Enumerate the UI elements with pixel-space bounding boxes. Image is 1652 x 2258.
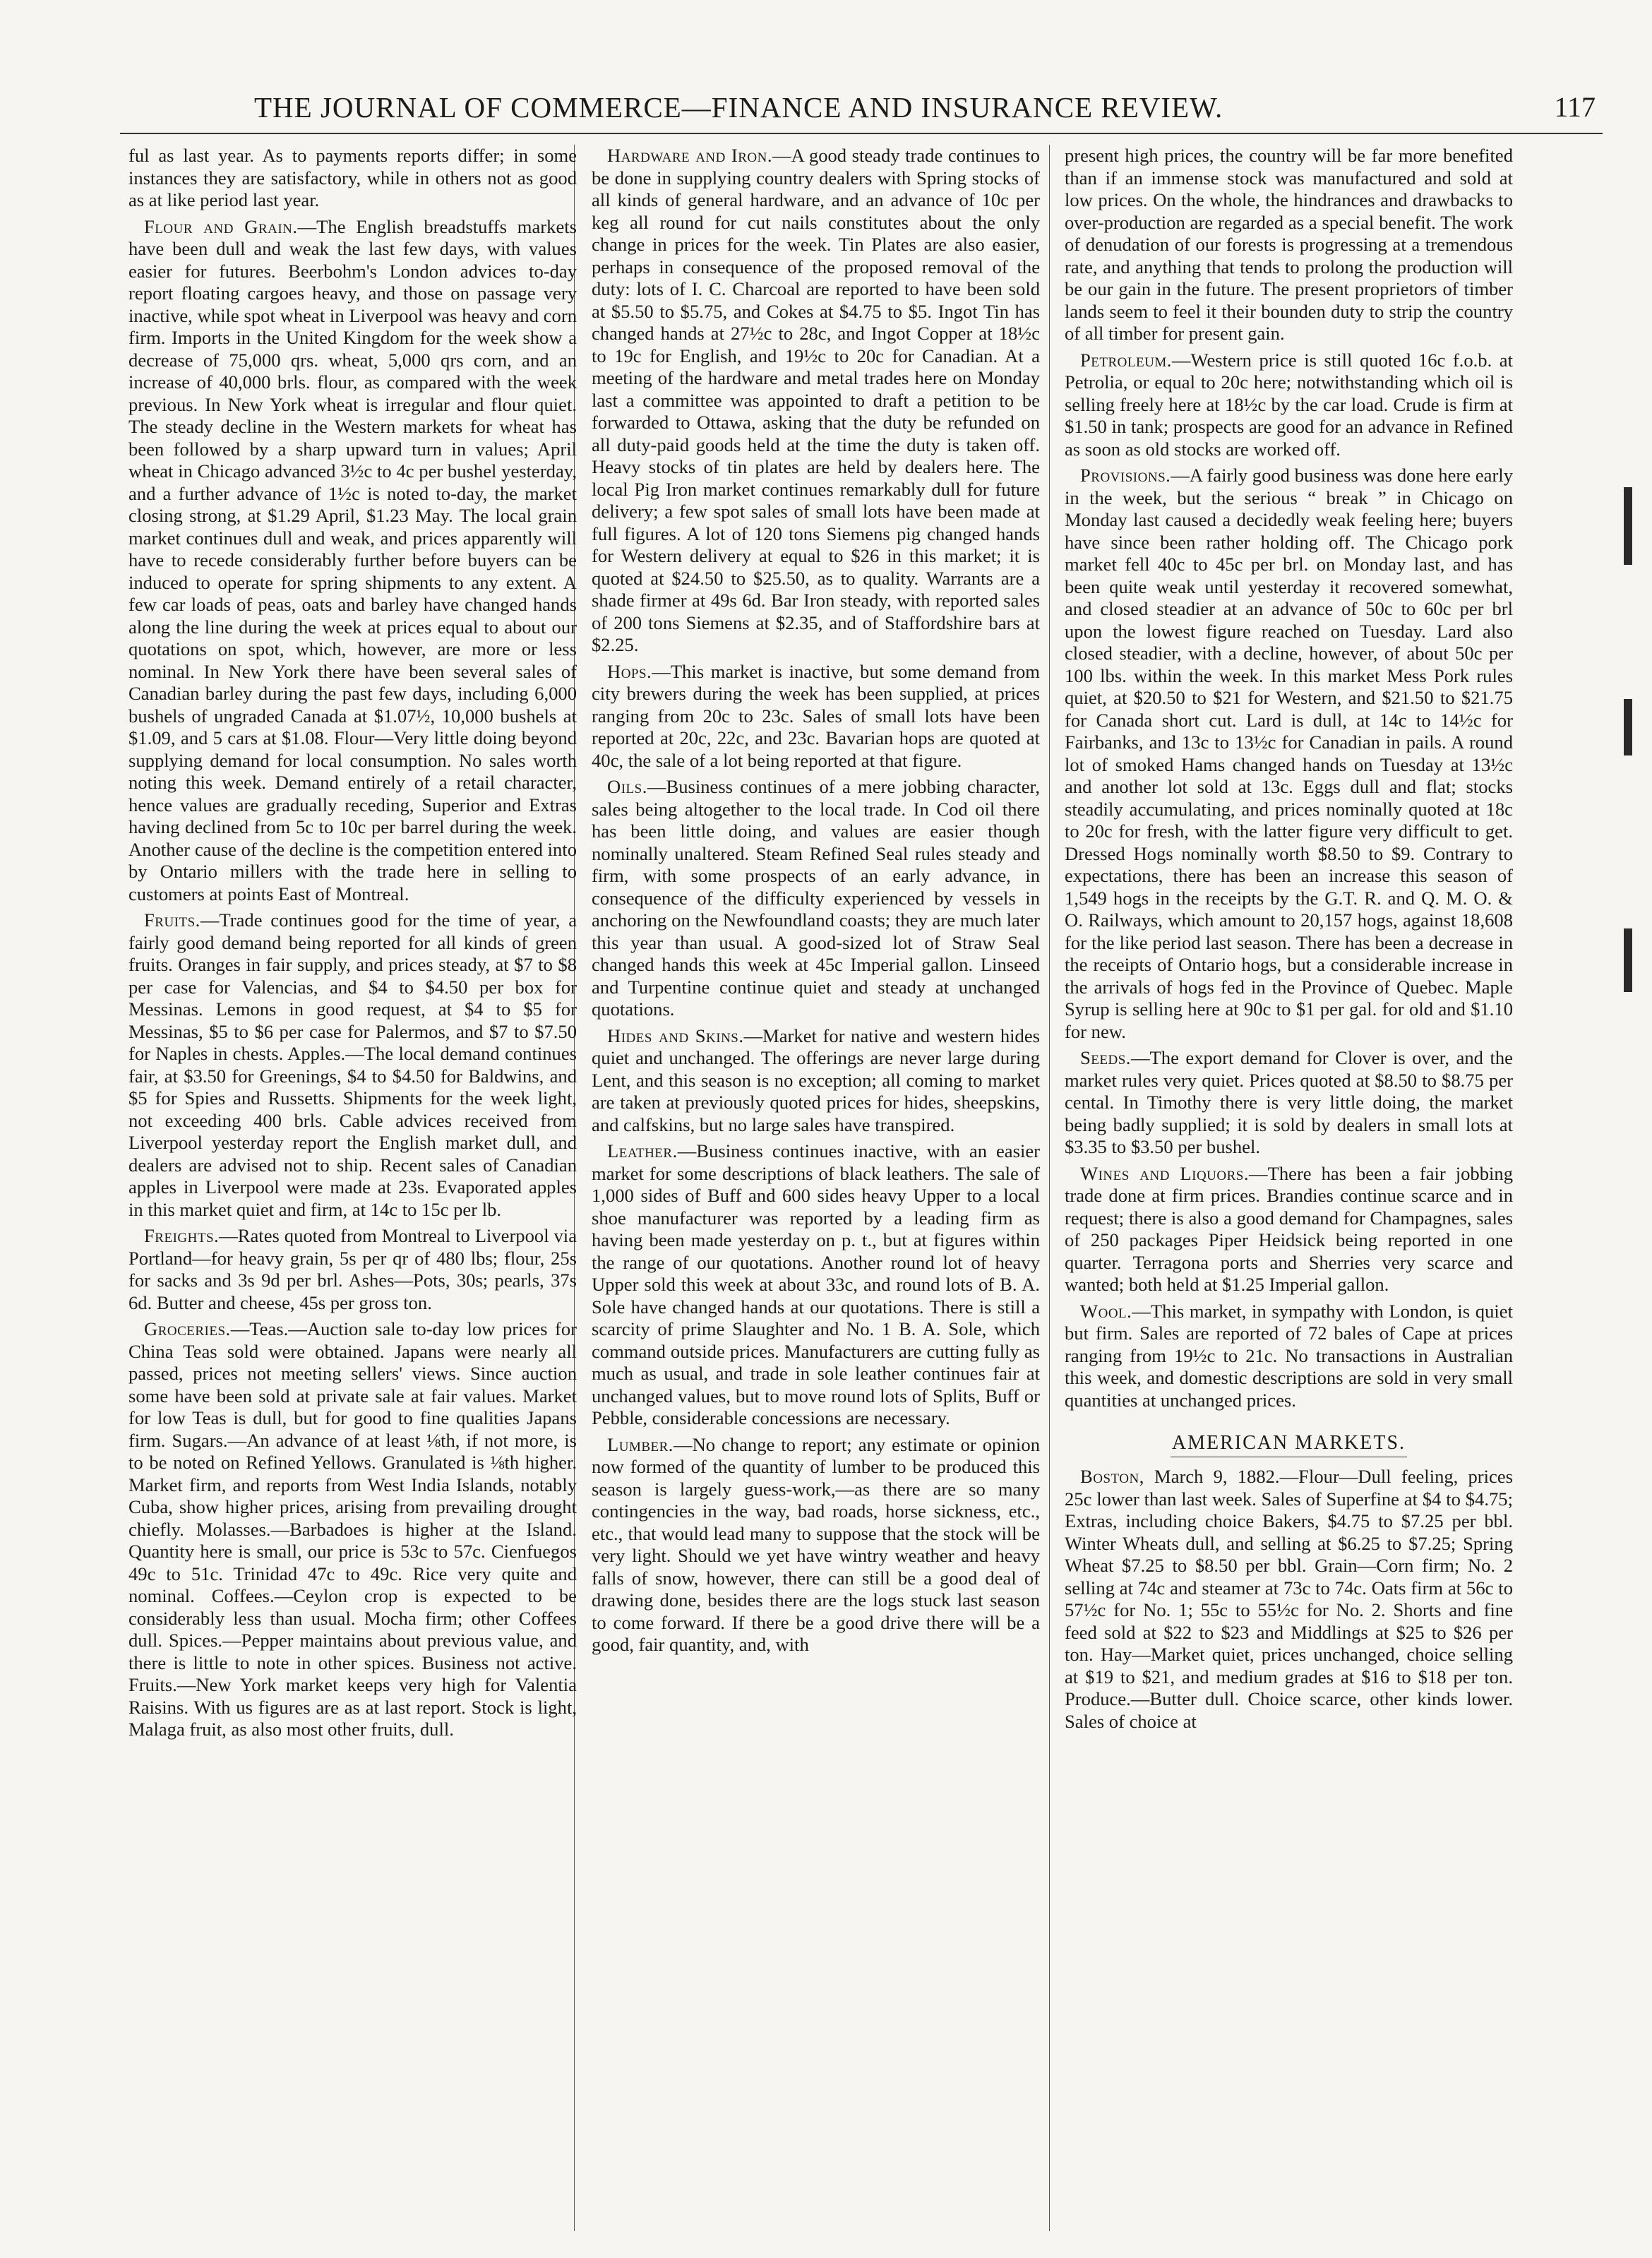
section-heading: Flour and Grain.: [144, 215, 298, 237]
section-heading: Provisions.: [1080, 465, 1171, 486]
page-header: [120, 83, 1603, 134]
article-text: —Business continues of a mere jobbing character, sales being altogether to the local trade. In Cod oil there has been little doing, and values are easier though nominally unaltered. Steam Refined Seal rules steady and firm, with some prospects of an early advance, in consequence of the difficulty experienced by vessels in anchoring on the Newfoundland coasts; they are much later this year than usual. A good-sized lot of Straw Seal changed hands this week at 45c Imperial gallon. Linseed and Turpentine continue quiet and steady at unchanged quotations.: [592, 776, 1040, 1020]
article-text: March 9, 1882.—Flour—Dull feeling, prices 25c lower than last week. Sales of Superfine at $4 to $4.75; Extras, including choice Bakers, $4.75 to $7.25 per bbl. Winter Wheats dull, and selling at $6.25 to $7.25; Spring Wheat $7.25 to $8.50 per bbl. Grain—Corn firm; No. 2 selling at 74c and steamer at 73c to 74c. Oats firm at 56c to 57½c for No. 1; 55c to 55½c for No. 2. Shorts and fine feed sold at $22 to $23 and Middlings at $25 to $26 per ton. Hay—Market quiet, prices unchanged, choice selling at $19 to $21, and medium grades at $16 to $18 per ton. Produce.—Butter dull. Choice scarce, other kinds lower. Sales of choice at: [1065, 1466, 1513, 1732]
article-paragraph: [128, 1225, 577, 1314]
article-paragraph: [592, 776, 1040, 1021]
page-number: 117: [1554, 91, 1596, 123]
section-heading: Freights.: [144, 1225, 220, 1246]
article-text: —This market is inactive, but some demand from city brewers during the week has been supplied, at prices ranging from 20c to 23c. Sales of small lots have been reported at 20c, 22c, and 23c. Bavarian hops are quoted at 40c, the sale of a lot being reported at that figure.: [592, 660, 1040, 771]
article-text: —No change to report; any estimate or opinion now formed of the quantity of lumber to be produced this season is largely guess-work,—as there are so many contingencies in the way, bad roads, horse sickness, etc., etc., that would lead many to suppose that the stock will be very light. Should we yet have wintry weather and heavy falls of snow, however, there can still be a good deal of drawing done, besides there are the logs stuck last season to come forward. If there be a good drive there will be a good, fair quantity, and, with: [592, 1433, 1040, 1655]
section-heading: Groceries.: [144, 1318, 231, 1339]
column-3: [1065, 145, 1513, 2235]
section-heading: Wines and Liquors.: [1080, 1162, 1250, 1184]
article-text: —Market for native and western hides quiet and unchanged. The offerings are never large during Lent, and this season is no exception; all coming to market are taken at previously quoted prices for hides, sheepskins, and calfskins, but no large sales have transpired.: [592, 1025, 1040, 1135]
article-text: ful as last year. As to payments reports differ; in some instances they are satisfactory, while in others not as good as at like period last year.: [128, 145, 577, 210]
article-paragraph: [1065, 465, 1513, 1043]
article-text: —Teas.—Auction sale to-day low prices for China Teas sold were obtained. Japans were nearly all passed, prices not meeting sellers' views. Since auction some have been sold at private sale at fair values. Market for low Teas is dull, but for good to fine qualities Japans firm. Sugars.—An advance of at least ⅛th, if not more, is to be noted on Refined Yellows. Granulated is ⅛th higher. Market firm, and reports from West India Islands, notably Cuba, show higher prices, arising from prevailing drought chiefly. Molasses.—Barbadoes is higher at the Island. Quantity here is small, our price is 53c to 57c. Cienfuegos 49c to 51c. Trinidad 47c to 49c. Rice very quite and nominal. Coffees.—Ceylon crop is expected to be considerably less than usual. Mocha firm; other Coffees dull. Spices.—Pepper maintains about previous value, and there is little to note in other spices. Business not active. Fruits.—New York market keeps very high for Valentia Raisins. With us figures are as at last report. Stock is light, Malaga fruit, as also most other fruits, dull.: [128, 1318, 577, 1740]
section-heading: Oils.: [607, 776, 647, 797]
column-2: [592, 145, 1040, 2235]
article-text: present high prices, the country will be far more benefited than if an immense stock was manufactured and sold at low prices. On the whole, the hindrances and drawbacks to over-production are regarded as a special benefit. The work of denudation of our forests is progressing at a tremendous rate, and anything that tends to prolong the production will be our gain in the future. The present proprietors of timber lands seem to feel it their bounden duty to strip the country of all timber for present gain.: [1065, 145, 1513, 344]
article-text: —Trade continues good for the time of year, a fairly good demand being reported for all kinds of green fruits. Oranges in fair supply, and prices steady, at $7 to $8 per case for Valencias, and $4 to $4.50 per box for Messinas. Lemons in good request, at $4 to $5 for Messinas, $5 to $6 per case for Palermos, and $7 to $7.50 for Naples in chests. Apples.—The local demand continues fair, at $3.50 for Greenings, $4 to $4.50 for Baldwins, and $5 for Spies and Russetts. Shipments for the week light, not exceeding 400 brls. Cable advices received from Liverpool yesterday report the English market dull, and dealers are advised not to ship. Recent sales of Canadian apples in Liverpool were made at 23s. Evaporated apples in this market quiet and firm, at 14c to 15c per lb.: [128, 909, 577, 1220]
section-heading: Hardware and Iron.: [607, 145, 773, 166]
article-paragraph: [1065, 1163, 1513, 1296]
article-text: —Rates quoted from Montreal to Liverpool via Portland—for heavy grain, 5s per qr of 480 lbs; flour, 25s for sacks and 3s 9d per brl. Ashes—Pots, 30s; pearls, 37s 6d. Butter and cheese, 45s per gross ton.: [128, 1225, 577, 1313]
article-text: —The export demand for Clover is over, and the market rules very quiet. Prices quoted at $8.50 to $8.75 per cental. In Timothy there is very little doing, the market being badly supplied; it is sold by dealers in small lots at $3.35 to $3.50 per bushel.: [1065, 1047, 1513, 1157]
article-paragraph: [128, 216, 577, 906]
article-paragraph: [592, 145, 1040, 657]
section-heading: Boston,: [1080, 1466, 1144, 1488]
article-paragraph: [128, 145, 577, 212]
article-text: —A fairly good business was done here early in the week, but the serious “ break ” in Chicago on Monday last caused a decidedly weak feeling here; buyers have since been rather holding off. The Chicago pork market fell 40c to 45c per brl. on Monday last, and has been quite weak until yesterday it recovered somewhat, and closed steadier at an advance of 50c to 60c per brl upon the lowest figure reached on Tuesday. Lard also closed steadier, with a decline, however, of about 50c per 100 lbs. within the week. In this market Mess Pork rules quiet, at $20.50 to $21 for Western, and $21.50 to $21.75 for Canada short cut. Lard is dull, at 14c to 14½c for Fairbanks, and 13c to 13½c for Canadian in pails. A round lot of smoked Hams changed hands on Tuesday at 13½c and another lot sold at 13c. Eggs dull and flat; stocks steadily accumulating, and prices nominally quoted at 18c to 20c for fresh, with the latter figure very difficult to get. Dressed Hogs nominally worth $8.50 to $9. Contrary to expectations, there has been an increase this season of 1,549 hogs in the receipts by the G.T. R. and Q. M. O. & O. Railways, which amount to 20,157 hogs, against 18,608 for the like period last season. There has been a decrease in the receipts of Ontario hogs, but a considerable increase in the arrivals of hogs fed in the Province of Quebec. Maple Syrup is selling here at 90c to $1 per gal. for old and $1.10 for new.: [1065, 465, 1513, 1042]
article-text: —This market, in sympathy with London, is quiet but firm. Sales are reported of 72 bales of Cape at prices ranging from 19½c to 21c. No transactions in Australian this week, and domestic descriptions are sold in very small quantities at unchanged prices.: [1065, 1300, 1513, 1411]
margin-mark: [1624, 699, 1632, 755]
section-heading: Petroleum.: [1080, 349, 1172, 371]
journal-title: THE JOURNAL OF COMMERCE—FINANCE AND INSURANCE REVIEW.: [254, 91, 1223, 124]
column-1: [128, 145, 577, 2235]
article-text: —There has been a fair jobbing trade done at firm prices. Brandies continue scarce and in request; there is also a good demand for Champagnes, sales of 250 packages Piper Heidsick being reported in one quarter. Terragona ports and Sherries very scarce and wanted; both held at $1.25 Imperial gallon.: [1065, 1162, 1513, 1295]
article-paragraph: [1065, 1301, 1513, 1412]
article-paragraph: [592, 1140, 1040, 1430]
article-paragraph: [128, 1318, 577, 1741]
article-paragraph: [1065, 1466, 1513, 1733]
margin-mark: [1624, 487, 1632, 565]
column-3-articles: [1065, 145, 1513, 1411]
section-heading: Fruits.: [144, 909, 200, 931]
section-heading: Wool.: [1080, 1300, 1132, 1322]
section-heading: Hops.: [607, 660, 652, 682]
article-paragraph: [592, 661, 1040, 772]
article-paragraph: [1065, 1047, 1513, 1159]
article-text: —Western price is still quoted 16c f.o.b. at Petrolia, or equal to 20c here; notwithstanding which oil is selling freely here at 18½c by the car load. Crude is firm at $1.50 in tank; prospects are good for an advance in Refined as soon as old stocks are worked off.: [1065, 349, 1513, 460]
margin-mark: [1624, 928, 1632, 992]
article-text: —Business continues inactive, with an easier market for some descriptions of black leathers. The sale of 1,000 sides of Buff and 600 sides heavy Upper to a local shoe manufacturer was reported by a leading firm as having been made yesterday on p. t., but at figures within the range of our quotations. Another round lot of heavy Upper sold this week at about 33c, and round lots of B. A. Sole have changed hands at our quotations. There is still a scarcity of prime Slaughter and No. 1 B. A. Sole, which command outside prices. Manufacturers are cutting fully as much as usual, and trade in sole leather continues fair at unchanged values, but to move round lots of Splits, Buff or Pebble, considerable concessions are necessary.: [592, 1140, 1040, 1428]
article-paragraph: [1065, 350, 1513, 461]
section-heading: Seeds.: [1080, 1047, 1131, 1068]
article-paragraph: [128, 909, 577, 1221]
american-markets-heading: AMERICAN MARKETS.: [1065, 1431, 1513, 1454]
article-text: —The English breadstuffs markets have been dull and weak the last few days, with values easier for futures. Beerbohm's London advices to-day report floating cargoes heavy, and those on passage very inactive, while spot wheat in Liverpool was heavy and corn firm. Imports in the United Kingdom for the week show a decrease of 75,000 qrs. wheat, 5,000 qrs corn, and an increase of 40,000 brls. flour, as compared with the week previous. In New York wheat is irregular and flour quiet. The steady decline in the Western markets for wheat has been followed by a sharp upward turn in values; April wheat in Chicago advanced 3½c to 4c per bushel yesterday, and a further advance of 1½c is noted to-day, the market closing strong, at $1.29 April, $1.23 May. The local grain market continues dull and weak, and prices apparently will have to recede considerably further before buyers can be induced to operate for spring shipments to any extent. A few car loads of peas, oats and barley have changed hands along the line during the week at prices equal to about our quotations on spot, which, however, are more or less nominal. In New York there have been several sales of Canadian barley during the past few days, including 6,000 bushels of ungraded Canada at $1.07½, 10,000 bushels at $1.09, and 5 cars at $1.08. Flour—Very little doing beyond supplying demand for local consumption. No sales worth noting this week. Demand entirely of a retail character, hence values are gradually receding, Superior and Extras having declined from 5c to 10c per barrel during the week. Another cause of the decline is the competition entered into by Ontario millers with the trade here in selling to customers at points East of Montreal.: [128, 215, 577, 904]
section-heading: Lumber.: [607, 1433, 674, 1455]
article-text: —A good steady trade continues to be done in supplying country dealers with Spring stocks of all kinds of general hardware, and an advance of 10c per keg all round for cut nails constitutes about the only change in prices for the week. Tin Plates are also easier, perhaps in consequence of the proposed removal of the duty: lots of I. C. Charcoal are reported to have been sold at $5.50 to $5.75, and Cokes at $4.75 to $5. Ingot Tin has changed hands at 27½c to 28c, and Ingot Copper at 18½c to 19c for English, and 19½c to 20c for Canadian. At a meeting of the hardware and metal trades here on Monday last a committee was appointed to draft a petition to be forwarded to Ottawa, asking that the duty be refunded on all duty-paid goods held at the time the duty is taken off. Heavy stocks of tin plates are held by dealers here. The local Pig Iron market continues remarkably dull for future delivery; a few spot sales of small lots have been made at full figures. A lot of 120 tons Siemens pig changed hands for Western delivery at equal to $26 in this market; it is quoted at $24.50 to $25.50, as to quality. Warrants are a shade firmer at 49s 6d. Bar Iron steady, with reported sales of 200 tons Siemens at $2.35, and of Staffordshire bars at $2.25.: [592, 145, 1040, 655]
article-paragraph: [1065, 145, 1513, 345]
article-paragraph: [592, 1434, 1040, 1656]
section-heading: Hides and Skins.: [607, 1025, 744, 1046]
article-paragraph: [592, 1025, 1040, 1137]
column-rule: [1049, 145, 1050, 2231]
section-heading: Leather.: [607, 1140, 678, 1161]
american-markets-articles: [1065, 1466, 1513, 1733]
